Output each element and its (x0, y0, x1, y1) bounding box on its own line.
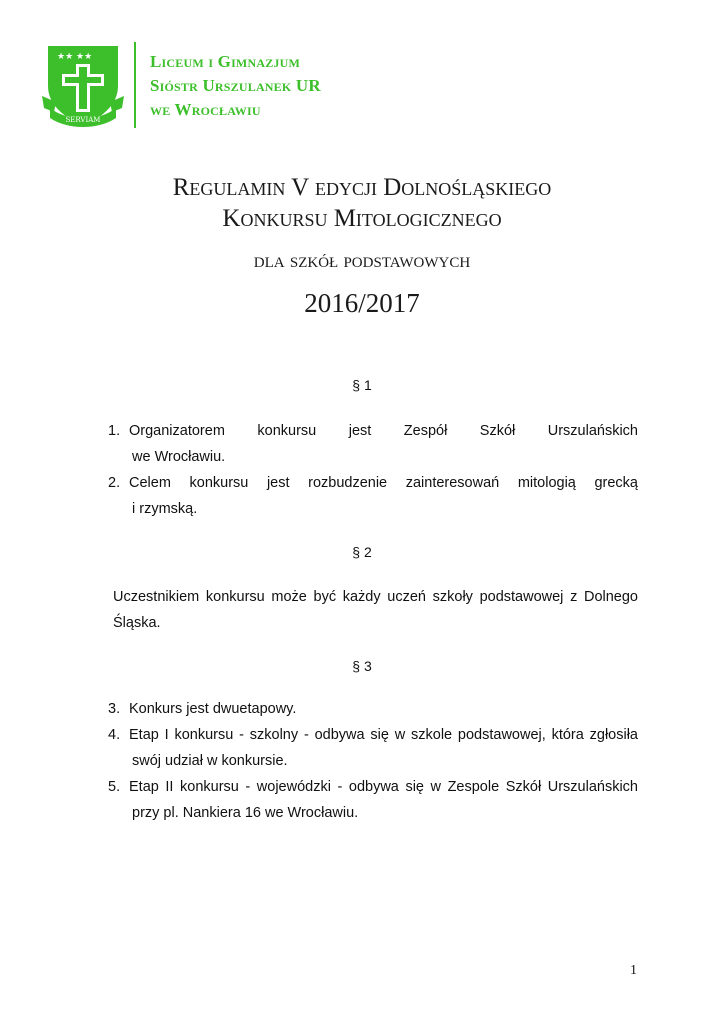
list-item-text: Etap I konkursu - szkolny - odbywa się w szkole podstawowej, która zgłosiła (129, 727, 638, 743)
school-name (150, 50, 321, 122)
school-name-line2: Sióstr Urszulanek UR (150, 76, 321, 95)
document-year: 2016/2017 (304, 288, 420, 318)
section-sign-1: § 1 (352, 377, 372, 393)
list-item-text: Etap II konkursu - wojewódzki - odbywa się w Zespole Szkół Urszulańskich (129, 779, 638, 795)
paragraph (113, 584, 638, 636)
list-item-text-cont: przy pl. Nankiera 16 we Wrocławiu. (132, 805, 359, 821)
paragraph-line2: Śląska. (113, 615, 161, 631)
section-sign-2: § 2 (352, 544, 372, 560)
list-item-number: 2. (108, 475, 121, 491)
list-item (108, 418, 638, 470)
list-item-number: 3. (108, 701, 121, 717)
school-name-line3: we Wrocławiu (150, 100, 261, 119)
list-item-text-cont: i rzymską. (132, 501, 198, 517)
list-item-number: 5. (108, 779, 121, 795)
page-number: 1 (630, 963, 637, 978)
svg-text:SERVIAM: SERVIAM (65, 116, 101, 124)
svg-text:★★ ★★: ★★ ★★ (57, 52, 93, 62)
list-item (108, 470, 638, 522)
list-item-text-cont: swój udział w konkursie. (132, 753, 288, 769)
list-item-text: Celem konkursu jest rozbudzenie zainteresowań mitologią grecką (129, 475, 638, 491)
list-item-text: Organizatorem konkursu jest Zespół Szkół Urszulańskich (129, 423, 638, 439)
school-logo (40, 42, 126, 132)
list-item-text-cont: we Wrocławiu. (132, 449, 226, 465)
section-sign-3: § 3 (352, 658, 372, 674)
list-item (108, 722, 638, 774)
school-crest-icon (40, 42, 126, 132)
paragraph-line1: Uczestnikiem konkursu może być każdy uczeń szkoły podstawowej z Dolnego (113, 589, 638, 605)
document-subtitle: dla szkół podstawowych (253, 248, 471, 272)
list-item-number: 4. (108, 727, 121, 743)
header-divider (134, 42, 136, 128)
document-title-line1: Regulamin V edycji Dolnośląskiego (172, 174, 552, 201)
list-item (108, 774, 638, 826)
list-item-number: 1. (108, 423, 121, 439)
school-name-line1: Liceum i Gimnazjum (150, 52, 300, 71)
document-title-line2: Konkursu Mitologicznego (222, 205, 502, 232)
document-title (0, 172, 724, 234)
list-item-text: Konkurs jest dwuetapowy. (129, 701, 297, 717)
list-item (108, 696, 638, 722)
